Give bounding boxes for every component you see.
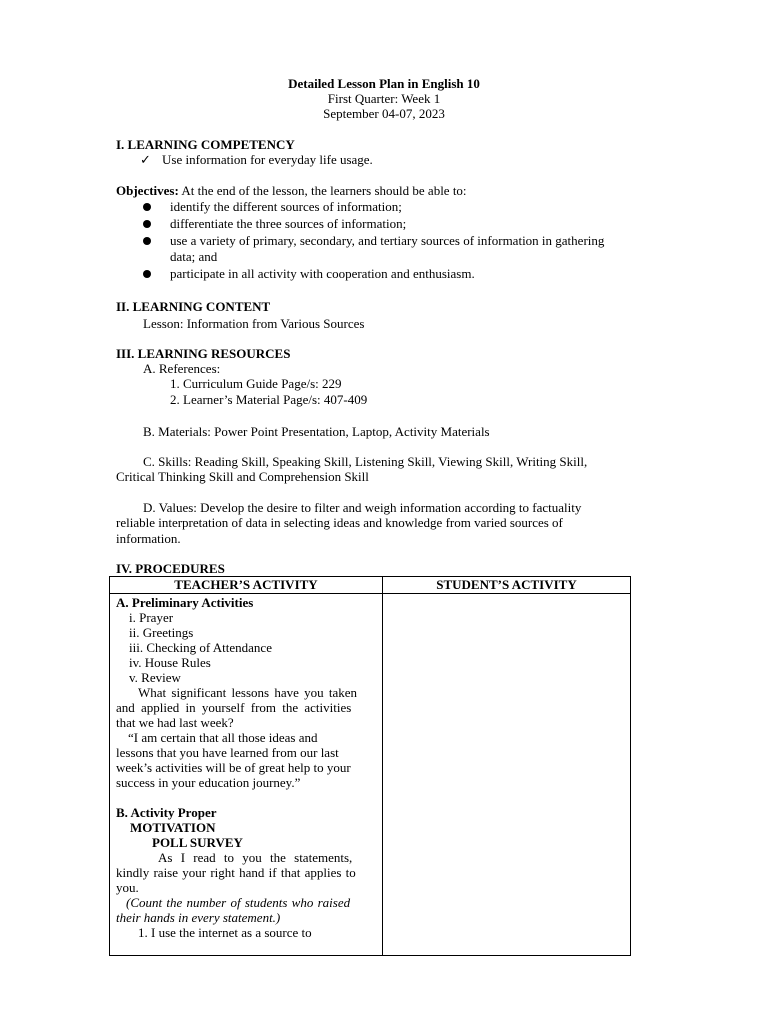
student-activity-header: STUDENT’S ACTIVITY [383,577,631,594]
reference-curriculum-guide: 1. Curriculum Guide Page/s: 229 [170,376,342,391]
skills-line-continued: Critical Thinking Skill and Comprehension Skill [116,469,369,484]
procedures-table [109,576,631,956]
prelim-item: v. Review [129,670,181,685]
objective-item: differentiate the three sources of information; [170,216,407,231]
student-activity-cell [383,594,631,956]
motivation-heading: MOTIVATION [130,820,216,835]
competency-heading: I. LEARNING COMPETENCY [116,137,295,152]
bullet-icon [143,270,151,278]
review-question: What significant lessons have you taken [138,685,358,700]
objectives-intro-line [116,183,467,198]
document-title: Detailed Lesson Plan in English 10 [288,76,480,91]
values-line-end: information. [116,531,181,546]
competency-item: Use information for everyday life usage. [162,152,373,167]
materials-line: B. Materials: Power Point Presentation, Laptop, Activity Materials [143,424,490,439]
bullet-icon [143,220,151,228]
reference-learners-material: 2. Learner’s Material Page/s: 407-409 [170,392,368,407]
objectives-intro: At the end of the lesson, the learners should be able to: [178,183,467,198]
lesson-title: Lesson: Information from Various Sources [143,316,365,331]
quarter-line: First Quarter: Week 1 [327,91,441,106]
prelim-item: ii. Greetings [129,625,194,640]
spacer [116,790,376,805]
content-heading: II. LEARNING CONTENT [116,299,271,314]
teacher-activity-cell [110,594,383,956]
objective-item: use a variety of primary, secondary, and tertiary sources of information in gathering [170,233,605,248]
date-line: September 04-07, 2023 [323,106,445,121]
prelim-item: iv. House Rules [129,655,211,670]
references-label: A. References: [143,361,221,376]
resources-heading: III. LEARNING RESOURCES [116,346,291,361]
teacher-quote-end: success in your education journey.” [116,775,301,790]
teacher-quote: “I am certain that all those ideas and [128,730,318,745]
objective-item-continued: data; and [170,249,218,264]
values-line: D. Values: Develop the desire to filter and weigh information according to factuality [143,500,582,515]
check-icon: ✓ [140,152,151,167]
procedures-heading: IV. PROCEDURES [116,561,225,576]
prelim-item: iii. Checking of Attendance [129,640,272,655]
skills-line: C. Skills: Reading Skill, Speaking Skill, Listening Skill, Viewing Skill, Writing Skill, [143,454,588,469]
objectives-label: Objectives: [116,183,179,198]
objective-item: participate in all activity with cooperation and enthusiasm. [170,266,475,281]
teacher-activity-header: TEACHER’S ACTIVITY [110,577,383,594]
table-row [110,594,631,956]
teacher-note: (Count the number of students who raised [126,895,351,910]
table-header-row [110,577,631,594]
values-line-continued: reliable interpretation of data in selecting ideas and knowledge from varied sources of [116,515,563,530]
review-question-continued: and applied in yourself from the activities [116,700,352,715]
preliminary-heading: A. Preliminary Activities [116,595,254,610]
poll-statement: 1. I use the internet as a source to [138,925,312,940]
bullet-icon [143,237,151,245]
review-question-end: that we had last week? [116,715,234,730]
teacher-note-continued: their hands in every statement.) [116,910,281,925]
poll-instruction-end: you. [116,880,139,895]
objective-item: identify the different sources of information; [170,199,402,214]
poll-survey-heading: POLL SURVEY [152,835,243,850]
activity-proper-heading: B. Activity Proper [116,805,217,820]
teacher-quote-continued: lessons that you have learned from our last [116,745,339,760]
poll-instruction: As I read to you the statements, [158,850,353,865]
prelim-item: i. Prayer [129,610,174,625]
bullet-icon [143,203,151,211]
teacher-quote-continued: week’s activities will be of great help to your [116,760,351,775]
poll-instruction-continued: kindly raise your right hand if that applies to [116,865,356,880]
